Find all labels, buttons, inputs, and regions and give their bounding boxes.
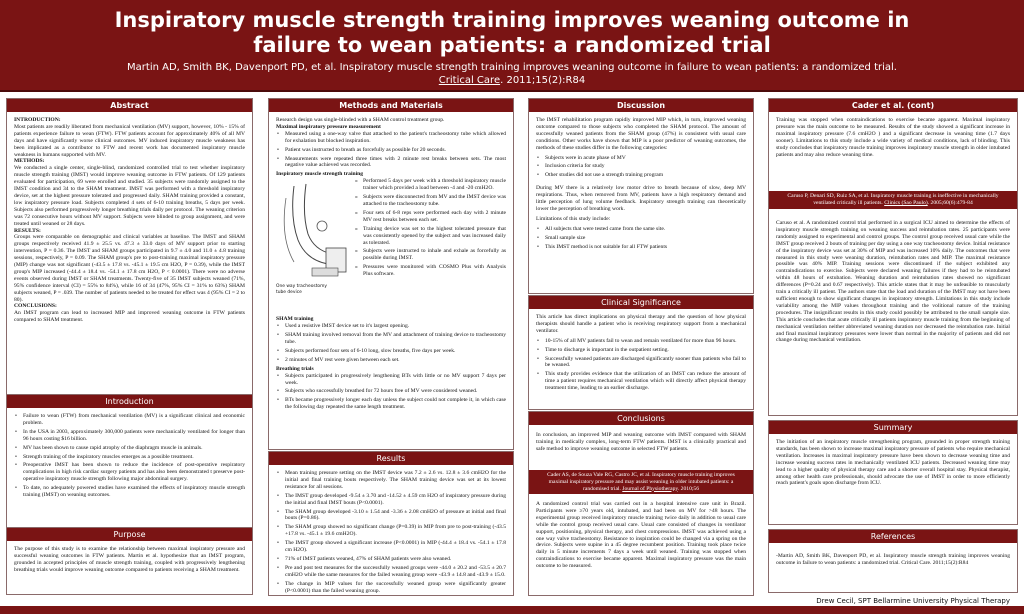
list-item: • To date, no adequately powered studies have examined the effects of inspiratory muscle strength training (IMST) on weaning outcomes. xyxy=(14,485,245,499)
list-item: • Inclusion criteria for study xyxy=(536,163,746,170)
list-item: » Subjects were disconnected from MV and the IMST device was attached to the tracheostomy tube. xyxy=(354,194,506,208)
list-item: • Small sample size xyxy=(536,235,746,242)
list-item: • Mean training pressure setting on the IMST device was 7.2 ± 2.6 vs. 12.8 ± 3.6 cmH2O for the initial and final training bouts respectively. The SHAM training device was set at its lowest resistance for all sessions. xyxy=(276,470,506,491)
list-item: • Time to discharge is important in the outpatient setting. xyxy=(536,347,746,354)
list-item: • SHAM training involved removal from the MV and attachment of training device to tracheostomy tube. xyxy=(276,332,506,346)
references-body: -Martin AD, Smith BK, Davenport PD, et al. Inspiratory muscle strength training improves weaning outcome in failure to wean patients: a randomized trial. Critical Care. 2011;15(2):R84 xyxy=(776,553,1010,566)
references-section xyxy=(768,529,1018,593)
poster-header xyxy=(0,0,1024,92)
list-item: • Measured using a one-way valve that attached to the patient's tracheostomy tube which allowed for exhalation but blocked inspiration. xyxy=(276,131,506,145)
imst-list xyxy=(354,178,506,280)
references-heading: References xyxy=(769,530,1017,543)
introduction-heading: Introduction xyxy=(7,395,252,408)
caruso-citation: Caruso P, Denari SD, Ruiz SA, et al. Inspiratory muscle training is ineffective in mechanically ventilated critically ill patients. Clinics (Sao Paulo). 2005;60(6):479-84 xyxy=(769,191,1017,209)
list-item: • The change in MIP values for the successfully weaned group were significantly greater (P<0.0001) than the failed weaning group. xyxy=(276,581,506,595)
summary-section xyxy=(768,420,1018,525)
list-item: • This IMST method is not suitable for all FTW patients xyxy=(536,244,746,251)
list-item: • Other studies did not use a strength training program xyxy=(536,172,746,179)
purpose-body: The purpose of this study is to examine the relationship between maximal inspiratory pressure and successful weaning outcomes in FTW patients. Martin et al. hypothesize that an IMST program, grounded in accepted principles of muscle strength training, coupled with progressively lengthening breathing trials would improve weaning outcome compared to patients receiving a SHAM treatment. xyxy=(14,546,245,573)
poster-citation: Martin AD, Smith BK, Davenport PD, et al. Inspiratory muscle strength training improves weaning outcome in failure to wean patients: a randomized trial. Critical Care. 2011;15(2):R84 xyxy=(127,62,897,86)
conclusions-heading: Conclusions xyxy=(529,412,753,425)
list-item: • The IMST group developed -9.54 ± 3.70 and -14.52 ± 4.59 cm H2O of inspiratory pressure during the initial and final IMST bouts (P<0.0001). xyxy=(276,493,506,507)
cader-citation: Cader AS, de Souza Vale RG, Castro JC, et al. Inspiratory muscle training improves maximal inspiratory pressure and may assist weaning in older intubated patients: a randomised trial. Journal of Physiotherapy. 2010;56 xyxy=(529,470,753,494)
results-section xyxy=(268,451,514,596)
purpose-heading: Purpose xyxy=(7,528,252,541)
author-credit: Drew Cecil, SPT Bellarmine University Physical Therapy xyxy=(816,597,1010,605)
summary-heading: Summary xyxy=(769,421,1017,434)
list-item: • Strength training of the inspiratory muscles emerges as a possible treatment. xyxy=(14,454,245,461)
summary-body: The initiation of an inspiratory muscle strengthening program, grounded in proper strength training standards, has been shown to increase maximal inspiratory pressure of patients who require mechanical ventilation. Increases in maximal inspiratory pressure have been shown to decrease weaning time and increase weaning success rates in mechanically ventilated ICU patients. Decreased weaning time may lead to a higher quality of physical therapy care and a shorter overall hospital stay. Physical therapist, among other health care professionals, should advocate the use of IMST in order to more efficiently reach patient's goals upon discharge from ICU. xyxy=(776,439,1010,487)
list-item: • The SHAM group developed -3.10 ± 1.54 and -3.36 ± 2.08 cmH2O of pressure at initial and final bouts (P=0.86). xyxy=(276,509,506,523)
discussion-heading: Discussion xyxy=(529,99,753,112)
list-item: • 10-15% of all MV patients fail to wean and remain ventilated for more than 96 hours. xyxy=(536,338,746,345)
list-item: • Failure to wean (FTW) from mechanical ventilation (MV) is a significant clinical and economic problem. xyxy=(14,413,245,427)
cader-summary: A randomized control trial was carried out in a hospital intensive care unit in Brazil. Participants were ≥70 years old, intubated, and had been on MV for >48 hours. The experimental group received inspiratory muscle training twice daily in addition to usual care while the control group received usual care. Usual care consisted of changes in ventilator support, positioning, physical therapy, and chest compressions. IMST was achieved using a one way valve tracheostomy. Resistance to inspiration could be changed via a spring on the device. Subjects were supine in a 45 degree recumbent position. Training took place twice daily in 5 minute increments 7 days a week until weaned. Training was stopped when contraindications to exercise became apparent. Maximal inspiratory pressure was the main outcome to be measured. xyxy=(536,501,746,570)
list-item: • MV has been shown to cause rapid atrophy of the diaphragm muscle in animals. xyxy=(14,445,245,452)
list-item: • In the USA in 2003, approximately 300,000 patients were mechanically ventilated for longer than 96 hours costing $16 billion. xyxy=(14,429,245,443)
list-item: • Preoperative IMST has been shown to reduce the incidence of post-operative respiratory complications in high risk cardiac surgery patients and has also been demonstrated t preserve post-operative inspiratory muscle strength following major abdominal surgery. xyxy=(14,462,245,483)
list-item: • Patient was instructed to breath as forcefully as possible for 20 seconds. xyxy=(276,147,506,154)
list-item: • This study provides evidence that the utilization of an IMST can reduce the amount of time a patient requires mechanical ventilation which will directly affect physical therapy treatment time, leading to an earlier discharge. xyxy=(536,371,746,392)
cader-body: Training was stopped when contraindications to exercise became apparent. Maximal inspiratory pressure was the main outcome to be measured. Results of the study showed a significant increase in maximal inspiratory pressure (7.6 cmH2O ) and a significant decrease in weaning time (1.7 days sooner). Limitations to this study include a wide variety of medical conditions, lack of blinding. This study concludes that inspiratory muscle training improves inspiratory muscle strength in older intubated patients and may also reduce weaning time. xyxy=(776,117,1010,158)
significance-heading: Clinical Significance xyxy=(529,296,753,309)
discussion-body: The IMST rehabilitation program rapidly improved MIP which, in turn, improved weaning outcome compared to those subjects who completed the SHAM protocol. The amount of successfully weaned patients from the SHAM group (47%) is consistent with usual care conditions. Other works have shown that MIP is a poor predictor of weaning outcomes, the methods of these studies differ in the following categories: • Subjects were in acute phase of MV • Inclusion criteria for study • Other studies did not use a strength training program During MV there is a relatively low motor drive to breath because of slow, deep MV respirations. Thus, when removed from MV, patients have a high respiratory demand and little perception of lung volume feedback. Inspiratory strength training can theoretically lower the perception of breathing work. Limitations of this study include: • All subjects that were tested came from the same site. • Small sample size • This IMST method is not suitable for all FTW patients xyxy=(529,114,753,256)
list-item: • Pre and post test measures for the successfully weaned groups were -44.0 ± 20.2 and -53.5 ± 20.7 cmH2O while the same measures for the failed weaning group were -43.9 ± 14.8 and -43.9 ± 15.0. xyxy=(276,565,506,579)
journal-link[interactable]: Clinics (Sao Paulo) xyxy=(884,199,928,206)
poster-title: Inspiratory muscle strength training improves weaning outcome in failure to wean patients: a randomized trial xyxy=(114,8,910,57)
methods-section xyxy=(268,98,514,450)
significance-body: This article has direct implications on physical therapy and the question of how physical therapists should handle a patient who is receiving respiratory support from a mechanical ventilator. • 10-15% of all MV patients fail to wean and remain ventilated for more than 96 hours. • Time to discharge is important in the outpatient setting. • Successfully weaned patients are discharged significantly sooner than patients who fail to be weaned. • This study provides evidence that the utilization of an IMST can reduce the amount of time a patient requires mechanical ventilation which will directly affect physical therapy treatment time, leading to an earlier discharge. xyxy=(529,311,753,397)
significance-section xyxy=(528,295,754,410)
list-item: • All subjects that were tested came from the same site. xyxy=(536,226,746,233)
results-heading: Results xyxy=(269,452,513,465)
abstract-body: INTRODUCTION: Most patients are readily liberated from mechanical ventilation (MV) support, however, 10% - 15% of patients experience failure to wean (FTW). FTW patients account for approximately 40% of all MV days and have significantly worse clinical outcomes. MV induced inspiratory muscle weakness has been implicated as a contributor to FTW and recent work has documented inspiratory muscle weakness in humans supported with MV. METHODS: We conducted a single center, single-blind, randomized controlled trial to test whether inspiratory muscle strength training (IMST) would improve weaning outcome in FTW patients. Of 129 patients evaluated for participation, 69 were enrolled and studied. 35 subjects were randomly assigned to the IMST condition and 34 to the SHAM treatment. IMST was performed with a threshold inspiratory device, set at the highest pressure tolerated and progressed daily. SHAM training provided a constant, low inspiratory pressure load. Subjects completed 4 sets of 6-10 training breaths, 5 days per week. Subjects also performed progressively longer breathing trials daily per protocol. The weaning criterion was 72 consecutive hours without MV support. Subjects were blinded to group assignment, and were treated until weaned or 28 days. RESULTS: Groups were comparable on demographic and clinical variables at baseline. The IMST and SHAM groups respectively received 41.9 ± 25.5 vs. 47.3 ± 33.0 days of MV support prior to starting intervention, P = 0.36. The IMST and SHAM groups participated in 9.7 ± 4.0 and 11.0 ± 4.8 training sessions, respectively, P = 0.09. The SHAM group's pre to post-training maximal inspiratory pressure (MIP) change was not significant (-43.5 ± 17.8 vs. -45.1 ± 19.5 cm H2O, P = 0.39), while the IMST group's MIP increased (-44.4 ± 18.4 vs. -54.1 ± 17.8 cm H2O, P < 0.0001). There were no adverse events observed during IMST or SHAM treatments. Twenty-five of 35 IMST subjects weaned (71%, 95% confidence interval (CI) = 55% to 84%), while 16 of 34 (47%, 95% CI = 31% to 63%) SHAM subjects weaned, P = .039. The number of patients needed to be treated for effect was 4 (95% CI = 2 to 80). CONCLUSIONS: An IMST program can lead to increased MIP and improved weaning outcome in FTW patients compared to SHAM treatment. xyxy=(14,117,245,324)
list-item: • 71% of IMST patients weaned, 47% of SHAM patients were also weaned. xyxy=(276,556,506,563)
abstract-heading: Abstract xyxy=(7,99,252,112)
journal-link[interactable]: Critical Care xyxy=(438,75,501,86)
diagram-caption: One way tracheostomy tube device xyxy=(276,284,327,295)
list-item: • Measurements were repeated three times with 2 minute rest breaks between sets. The most negative value achieved was recorded. xyxy=(276,156,506,170)
imst-block xyxy=(276,178,506,316)
methods-heading: Methods and Materials xyxy=(269,99,513,112)
abstract-section xyxy=(6,98,253,398)
list-item: • Subjects were in acute phase of MV xyxy=(536,155,746,162)
list-item: » Subjects were instructed to inhale and exhale as forcefully as possible during IMST. xyxy=(354,248,506,262)
list-item: • The IMST group showed a significant increase (P<0.0001) in MIP (-44.4 ± 18.4 vs. -54.1 ± 17.8 cm H2O). xyxy=(276,540,506,554)
list-item: • Successfully weaned patients are discharged significantly sooner than patients who fail to be weaned. xyxy=(536,356,746,370)
list-item: • The SHAM group showed no significant change (P=0.39) in MIP from pre to post-training (-43.5 +17.8 vs. -45.1 ± 19.6 cmH2O). xyxy=(276,524,506,538)
purpose-section xyxy=(6,527,253,595)
discussion-section xyxy=(528,98,754,294)
list-item: • Subjects performed four sets of 6-10 long, slow breaths, five days per week. xyxy=(276,348,506,355)
list-item: » Pressures were monitored with COSMO Plus with Analysis Plus software. xyxy=(354,264,506,278)
introduction-body xyxy=(7,410,252,504)
introduction-section xyxy=(6,394,253,528)
list-item: • 2 minutes of MV rest were given between each set. xyxy=(276,357,506,364)
cader-heading: Cader et al. (cont) xyxy=(769,99,1017,112)
results-body xyxy=(269,467,513,596)
caruso-summary: Caruso et al. A randomized control trial performed in a surgical ICU aimed to determine the effects of inspiratory muscle strength training on weaning success and reintubation rates. 25 participants were randomly assigned to experimental and control groups. The control group received usual care while the IMST group received 2 bouts of training per day using a one way tracheostomy device. Initial resistance of the inspiratory device was set at 30% of MIP and was increased 10% daily. The outcomes that were measured in this study were weaning duration, reintubation rates and MIP. The maximal resistance possible was 40% MIP. Training sessions were discontinued if the subject exhibited any contraindications to exercise. Subjects were declared weaning failures if they had to be reintubated within 48 hours of extubation. Weaning duration and reintubation rates showed no significant differences (P=0.24 and 0.67 respectively). This article states that it may be unfeasible to muscularly train a critically ill patient. The authors state that the load and duration of the IMST may not have been sufficient enough to show significant changes in inspiratory strength. Limitations in this study include variability among the MIP values throughout training and the volitional nature of the training procedures. The insignificant results in this study could possibly be attributed to the small sample size. This article concludes that acute critically ill patients inspiratory muscle training from the beginning of mechanical ventilation neither abbreviated weaning duration nor decreased the reintubation rate. Initial and final maximal inspiratory pressures were lower than normal in the majority of patients and did not change during mechanical ventilation. xyxy=(776,220,1010,344)
list-item: » Performed 5 days per week with a threshold inspiratory muscle trainer which provided a load between -4 and -20 cmH2O. xyxy=(354,178,506,192)
conclusions-body: In conclusion, an improved MIP and weaning outcome with IMST compared with SHAM training in medically complex, long-term FTW patients. IMST is a clinically practical and safe method to improve weaning outcome in selected FTW patients. xyxy=(536,432,746,452)
journal-link[interactable]: Journal of Physiotherapy xyxy=(622,485,678,492)
cader-section xyxy=(768,98,1018,416)
footer-bar xyxy=(0,606,1024,614)
methods-body: Research design was single-blinded with a SHAM control treatment group. Maximal inspiratory pressure measurement • Measured using a one-way valve that attached to the patient's tracheostomy tube which allowed for exhalation but blocked inspiration. • Patient was instructed to breath as forcefully as possible for 20 seconds. • Measurements were repeated three times with 2 minute rest breaks between sets. The most negative value achieved was recorded. Inspiratory muscle strength training One way tracheostomy tube device » Performed 5 days per week with a threshold inspiratory muscle trainer which provided a load between -4 and -20 cmH2O. » Subjects were disconnected from MV and the IMST device was attached to the tracheostomy tube. » Four sets of 6-8 reps were performed each day with 2 minute MV rest breaks between each set. » Training device was set to the highest tolerated pressure that was consistently opened by the subject and was increased daily as tolerated. » Subjects were instructed to inhale and exhale as forcefully as possible during IMST. » Pressures were monitored with COSMO Plus with Analysis Plus software. SHAM training • Used a resistive IMST device set to it's largest opening. • SHAM training involved removal from the MV and attachment of training device to tracheostomy tube. • Subjects performed four sets of 6-10 long, slow breaths, five days per week. • 2 minutes of MV rest were given between each set. Breathing trials • Subjects participated in progressively lengthening BTs with little or no MV support 7 days per week. • Subjects who successfully breathed for 72 hours free of MV were considered weaned. • BTs became progressively longer each day unless the subject could not complete it, in which case the following day repeated the same length treatment. xyxy=(269,114,513,416)
list-item: • BTs became progressively longer each day unless the subject could not complete it, in which case the following day repeated the same length treatment. xyxy=(276,397,506,411)
list-item: • Subjects who successfully breathed for 72 hours free of MV were considered weaned. xyxy=(276,388,506,395)
conclusions-section xyxy=(528,411,754,596)
list-item: » Four sets of 6-8 reps were performed each day with 2 minute MV rest breaks between each set. xyxy=(354,210,506,224)
list-item: • Used a resistive IMST device set to it's largest opening. xyxy=(276,323,506,330)
list-item: • Subjects participated in progressively lengthening BTs with little or no MV support 7 days per week. xyxy=(276,373,506,387)
list-item: » Training device was set to the highest tolerated pressure that was consistently opened by the subject and was increased daily as tolerated. xyxy=(354,226,506,247)
